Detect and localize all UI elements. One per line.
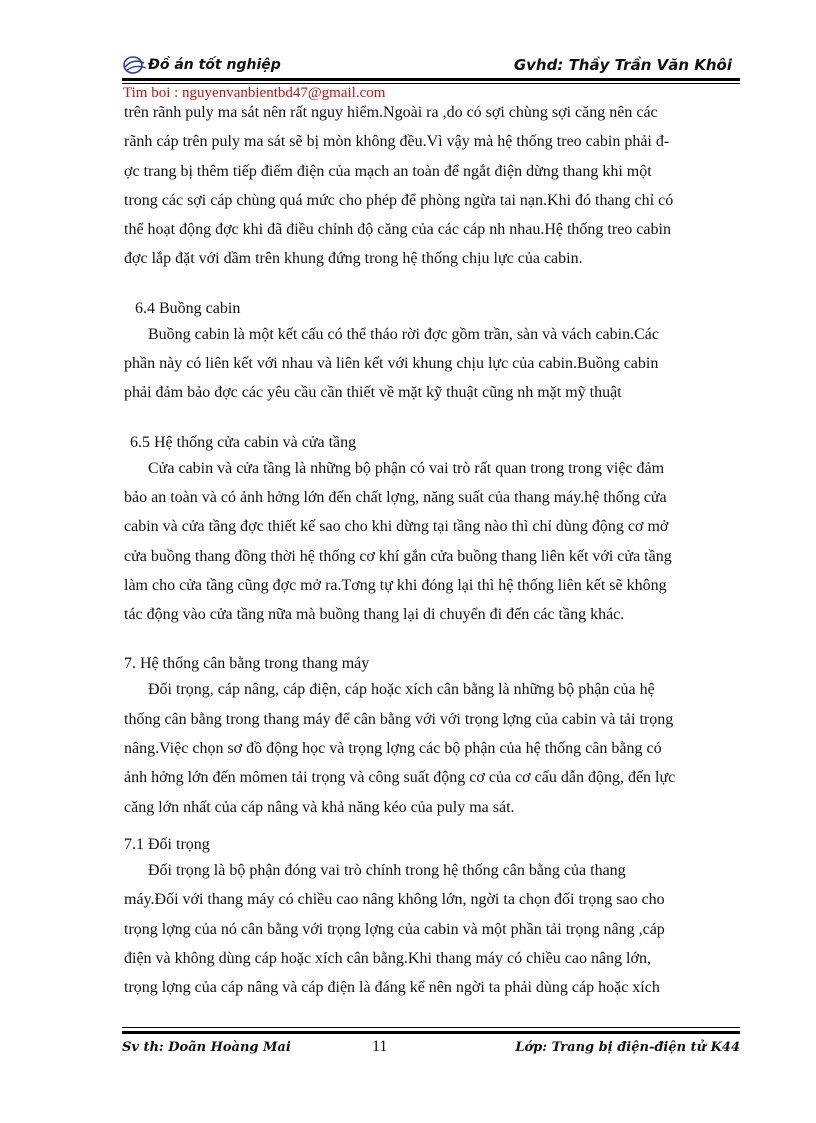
body-line: đợc lắp đặt với dầm trên khung đứng trong hệ thống chịu lực của cabin. <box>124 250 583 268</box>
body-line: căng lớn nhất của cáp nâng và khả năng kéo của puly ma sát. <box>124 798 515 816</box>
section-heading-7: 7. Hệ thống cân bằng trong thang máy <box>124 655 370 673</box>
header-rule-thick <box>122 78 740 81</box>
body-line: Buồng cabin là một kết cấu có thể tháo rời đợc gồm trần, sàn và vách cabin.Các <box>148 325 659 343</box>
body-line: cabin và cửa tầng đợc thiết kế sao cho khi dừng tại tầng nào thì chỉ dùng động cơ mở <box>124 518 669 536</box>
body-line: thể hoạt động đợc khi đã điều chỉnh độ căng của các cáp nh nhau.Hệ thống treo cabin <box>124 221 671 239</box>
page-header <box>122 52 740 80</box>
footer-rule-thin <box>122 1027 740 1028</box>
footer-author: Sv th: Doãn Hoàng Mai <box>122 1040 291 1055</box>
body-line: Đối trọng, cáp nâng, cáp điện, cáp hoặc xích cân bằng là những bộ phận của hệ <box>148 681 655 699</box>
body-line: Cửa cabin và cửa tầng là những bộ phận có vai trò rất quan trong trong việc đảm <box>148 459 665 477</box>
footer-rule-thick <box>122 1031 740 1034</box>
body-line: phải đảm bảo đợc các yêu cầu cần thiết về mặt kỹ thuật cũng nh mặt mỹ thuật <box>124 384 622 402</box>
header-title: Đồ án tốt nghiệp <box>148 57 281 73</box>
body-line: làm cho cửa tầng cũng đợc mở ra.Tơng tự khi đóng lại thì hệ thống liên kết sẽ không <box>124 576 667 594</box>
body-line: thống cân bằng trong thang máy để cân bằng với với trọng lợng của cabin và tải trọng <box>124 710 674 728</box>
section-heading-6-4: 6.4 Buồng cabin <box>135 299 241 317</box>
body-line: trọng lợng của nó cân bằng với trọng lợng của cabin và một phần tải trọng nâng ,cáp <box>124 920 665 938</box>
header-rule-thin <box>122 83 740 84</box>
body-line: trong các sợi cáp chùng quá mức cho phép để phòng ngừa tai nạn.Khi đó thang chỉ có <box>124 191 674 209</box>
body-line: nâng.Việc chọn sơ đồ động học và trọng lợng các bộ phận của hệ thống cân bằng có <box>124 740 662 758</box>
body-line: trọng lợng của cáp nâng và cáp điện là đáng kể nên ngời ta phải dùng cáp hoặc xích <box>124 979 660 997</box>
body-line: phần này có liên kết với nhau và liên kết với khung chịu lực của cabin.Buồng cabin <box>124 355 659 373</box>
body-line: máy.Đối với thang máy có chiều cao nâng không lớn, ngời ta chọn đối trọng sao cho <box>124 891 665 909</box>
body-line: Đối trọng là bộ phận đóng vai trò chính trong hệ thống cân bằng của thang <box>148 861 626 879</box>
body-line: bảo an toàn và có ảnh hởng lớn đến chất lợng, năng suất của thang máy.hệ thống cửa <box>124 488 667 506</box>
body-line: cửa buồng thang đồng thời hệ thống cơ khí gắn cửa buồng thang liên kết với cửa tầng <box>124 547 672 565</box>
page-body <box>124 98 744 1002</box>
footer-class: Lớp: Trang bị điện-điện tử K44 <box>515 1040 740 1055</box>
section-heading-7-1: 7.1 Đối trọng <box>124 835 210 853</box>
body-line: ợc trang bị thêm tiếp điểm điện của mạch an toàn để ngắt điện dừng thang khi một <box>124 162 652 180</box>
body-line: trên rãnh puly ma sát nên rất nguy hiểm.Ngoài ra ,do có sợi chùng sợi căng nên các <box>124 104 658 121</box>
body-line: rãnh cáp trên puly ma sát sẽ bị mòn không đều.Vì vậy mà hệ thống treo cabin phải đ- <box>124 133 670 151</box>
page-footer <box>122 1040 740 1062</box>
logo-icon <box>122 54 148 76</box>
header-advisor: Gvhd: Thầy Trần Văn Khôi <box>513 56 732 74</box>
section-heading-6-5: 6.5 Hệ thống cửa cabin và cửa tầng <box>130 433 357 451</box>
body-line: tác động vào cửa tầng nữa mà buồng thang lại di chuyển đi đến các tầng khác. <box>124 606 625 624</box>
body-line: điện và không dùng cáp hoặc xích cân bằng.Khi thang máy có chiều cao nâng lớn, <box>124 949 651 967</box>
body-line: ảnh hởng lớn đến mômen tải trọng và công suất động cơ của cơ cấu dẫn động, đến lực <box>124 769 676 787</box>
page-number: 11 <box>372 1038 388 1055</box>
contact-line: Tim boi : nguyenvanbientbd47@gmail.com <box>123 85 386 101</box>
